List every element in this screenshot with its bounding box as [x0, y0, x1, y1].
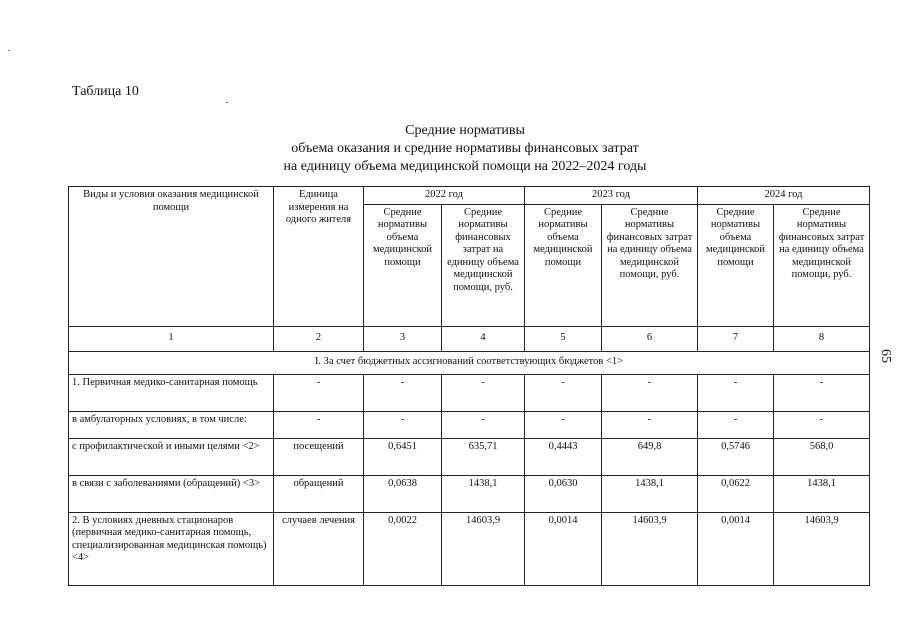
header-unit: Единица измерения на одного жителя [274, 187, 364, 327]
cell-volume-2024: - [698, 374, 774, 411]
row-name: в связи с заболеваниями (обращений) <3> [69, 475, 274, 512]
cell-cost-2022: 635,71 [442, 438, 525, 475]
scan-speck [226, 102, 228, 103]
row-name: 2. В условиях дневных стационаров (первичная медико-санитарная помощь, специализированная медицинская помощь) <4> [69, 512, 274, 585]
cell-cost-2024: - [774, 374, 870, 411]
table-row [69, 512, 870, 585]
table-label: Таблица 10 [72, 84, 139, 99]
column-number: 4 [442, 326, 525, 351]
cell-volume-2023: - [525, 411, 602, 438]
cell-cost-2022: - [442, 374, 525, 411]
header-cost: Средние нормативы финансовых затрат на единицу объема медицинской помощи, руб. [442, 204, 525, 326]
norms-table [68, 186, 870, 586]
cell-volume-2022: 0,0638 [364, 475, 442, 512]
cell-volume-2022: 0,0022 [364, 512, 442, 585]
row-unit: посещений [274, 438, 364, 475]
cell-volume-2023: 0,0014 [525, 512, 602, 585]
cell-cost-2023: 1438,1 [602, 475, 698, 512]
cell-volume-2023: 0,4443 [525, 438, 602, 475]
page-number: 65 [878, 349, 893, 363]
cell-cost-2023: - [602, 374, 698, 411]
column-number: 5 [525, 326, 602, 351]
header-kind: Виды и условия оказания медицинской помощи [69, 187, 274, 327]
scan-speck [8, 50, 10, 51]
header-year-2024: 2024 год [698, 187, 870, 205]
cell-cost-2024: 1438,1 [774, 475, 870, 512]
row-name: с профилактической и иными целями <2> [69, 438, 274, 475]
cell-cost-2024: - [774, 411, 870, 438]
row-unit: обращений [274, 475, 364, 512]
table-row [69, 475, 870, 512]
table-row [69, 438, 870, 475]
column-number: 6 [602, 326, 698, 351]
title-line: объема оказания и средние нормативы финансовых затрат [291, 141, 639, 156]
cell-cost-2022: 1438,1 [442, 475, 525, 512]
cell-cost-2022: - [442, 411, 525, 438]
cell-volume-2022: - [364, 374, 442, 411]
column-number: 3 [364, 326, 442, 351]
cell-cost-2022: 14603,9 [442, 512, 525, 585]
table-row [69, 374, 870, 411]
cell-volume-2023: 0,0630 [525, 475, 602, 512]
header-cost: Средние нормативы финансовых затрат на единицу объема медицинской помощи, руб. [602, 204, 698, 326]
cell-cost-2023: - [602, 411, 698, 438]
cell-volume-2024: 0,0622 [698, 475, 774, 512]
cell-cost-2024: 14603,9 [774, 512, 870, 585]
page-title [250, 122, 680, 176]
row-unit: - [274, 411, 364, 438]
cell-cost-2023: 649,8 [602, 438, 698, 475]
cell-volume-2024: 0,5746 [698, 438, 774, 475]
cell-volume-2022: 0,6451 [364, 438, 442, 475]
cell-cost-2023: 14603,9 [602, 512, 698, 585]
column-number: 2 [274, 326, 364, 351]
title-line: Средние нормативы [405, 123, 525, 138]
header-year-2023: 2023 год [525, 187, 698, 205]
column-number: 1 [69, 326, 274, 351]
cell-volume-2023: - [525, 374, 602, 411]
cell-cost-2024: 568,0 [774, 438, 870, 475]
title-line: на единицу объема медицинской помощи на 2022–2024 годы [283, 159, 647, 174]
column-number: 8 [774, 326, 870, 351]
cell-volume-2024: 0,0014 [698, 512, 774, 585]
row-unit: - [274, 374, 364, 411]
column-number: 7 [698, 326, 774, 351]
header-year-2022: 2022 год [364, 187, 525, 205]
cell-volume-2024: - [698, 411, 774, 438]
section-heading: I. За счет бюджетных ассигнований соответствующих бюджетов <1> [69, 351, 870, 374]
row-unit: случаев лечения [274, 512, 364, 585]
cell-volume-2022: - [364, 411, 442, 438]
row-name: в амбулаторных условиях, в том числе: [69, 411, 274, 438]
header-volume: Средние нормативы объема медицинской помощи [698, 204, 774, 326]
row-name: 1. Первичная медико-санитарная помощь [69, 374, 274, 411]
header-cost: Средние нормативы финансовых затрат на единицу объема медицинской помощи, руб. [774, 204, 870, 326]
header-volume: Средние нормативы объема медицинской помощи [525, 204, 602, 326]
header-volume: Средние нормативы объема медицинской помощи [364, 204, 442, 326]
table-row [69, 411, 870, 438]
